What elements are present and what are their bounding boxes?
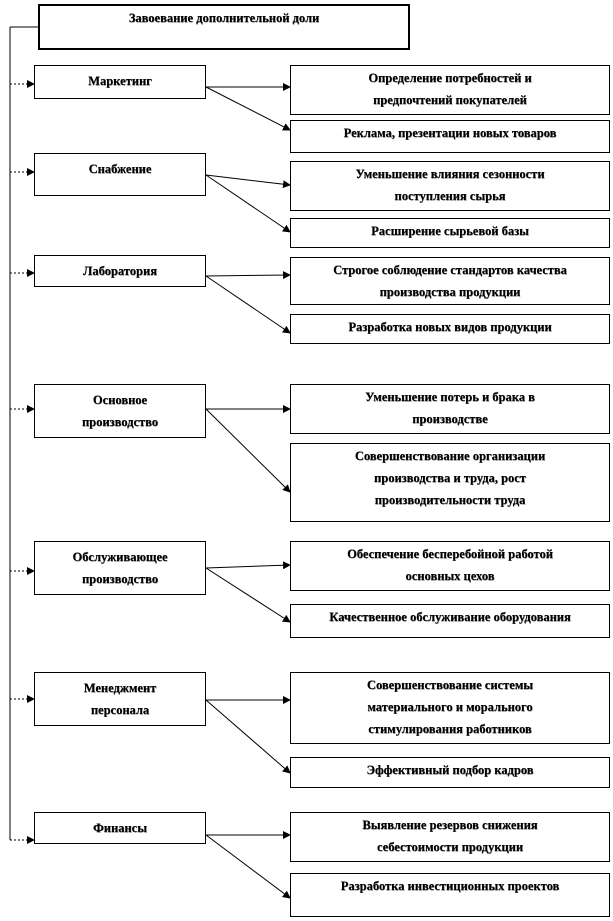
action-improve-organization: Совершенствование организации производства и труда, рост производительности труда bbox=[290, 443, 610, 522]
category-supply: Снабжение bbox=[34, 153, 206, 196]
category-4-action-a-arrow bbox=[206, 565, 290, 568]
category-service-production: Обслуживающее производство bbox=[34, 541, 206, 595]
action-reduce-losses: Уменьшение потерь и брака в производстве bbox=[290, 384, 610, 434]
action-uninterrupted-work: Обеспечение бесперебойной работой основных цехов bbox=[290, 541, 610, 591]
category-5-action-b-arrow bbox=[206, 700, 290, 773]
category-finance: Финансы bbox=[34, 812, 206, 844]
category-0-action-b-arrow bbox=[206, 87, 290, 130]
action-motivation-system: Совершенствование системы материального и морального стимулирования работников bbox=[290, 672, 610, 744]
category-3-action-b-arrow bbox=[206, 409, 290, 492]
category-laboratory: Лаборатория bbox=[34, 255, 206, 287]
category-marketing: Маркетинг bbox=[34, 65, 206, 99]
action-raw-base: Расширение сырьевой базы bbox=[290, 218, 610, 248]
action-advertising: Реклама, презентации новых товаров bbox=[290, 120, 610, 153]
category-2-action-b-arrow bbox=[206, 276, 290, 333]
category-4-action-b-arrow bbox=[206, 568, 290, 622]
category-main-production: Основное производство bbox=[34, 384, 206, 438]
action-new-products: Разработка новых видов продукции bbox=[290, 314, 610, 344]
action-recruitment: Эффективный подбор кадров bbox=[290, 757, 610, 788]
action-quality-standards: Строгое соблюдение стандартов качества производства продукции bbox=[290, 257, 610, 305]
action-cost-reserves: Выявление резервов снижения себестоимости продукции bbox=[290, 812, 610, 862]
action-equipment-service: Качественное обслуживание оборудования bbox=[290, 604, 610, 638]
title-box: Завоевание дополнительной доли bbox=[38, 4, 410, 50]
category-6-action-b-arrow bbox=[206, 835, 290, 898]
category-hr-management: Менеджмент персонала bbox=[34, 672, 206, 726]
action-seasonality: Уменьшение влияния сезонности поступления сырья bbox=[290, 161, 610, 211]
action-customer-needs: Определение потребностей и предпочтений покупателей bbox=[290, 65, 610, 115]
action-investment-projects: Разработка инвестиционных проектов bbox=[290, 873, 610, 917]
category-2-action-a-arrow bbox=[206, 275, 290, 276]
